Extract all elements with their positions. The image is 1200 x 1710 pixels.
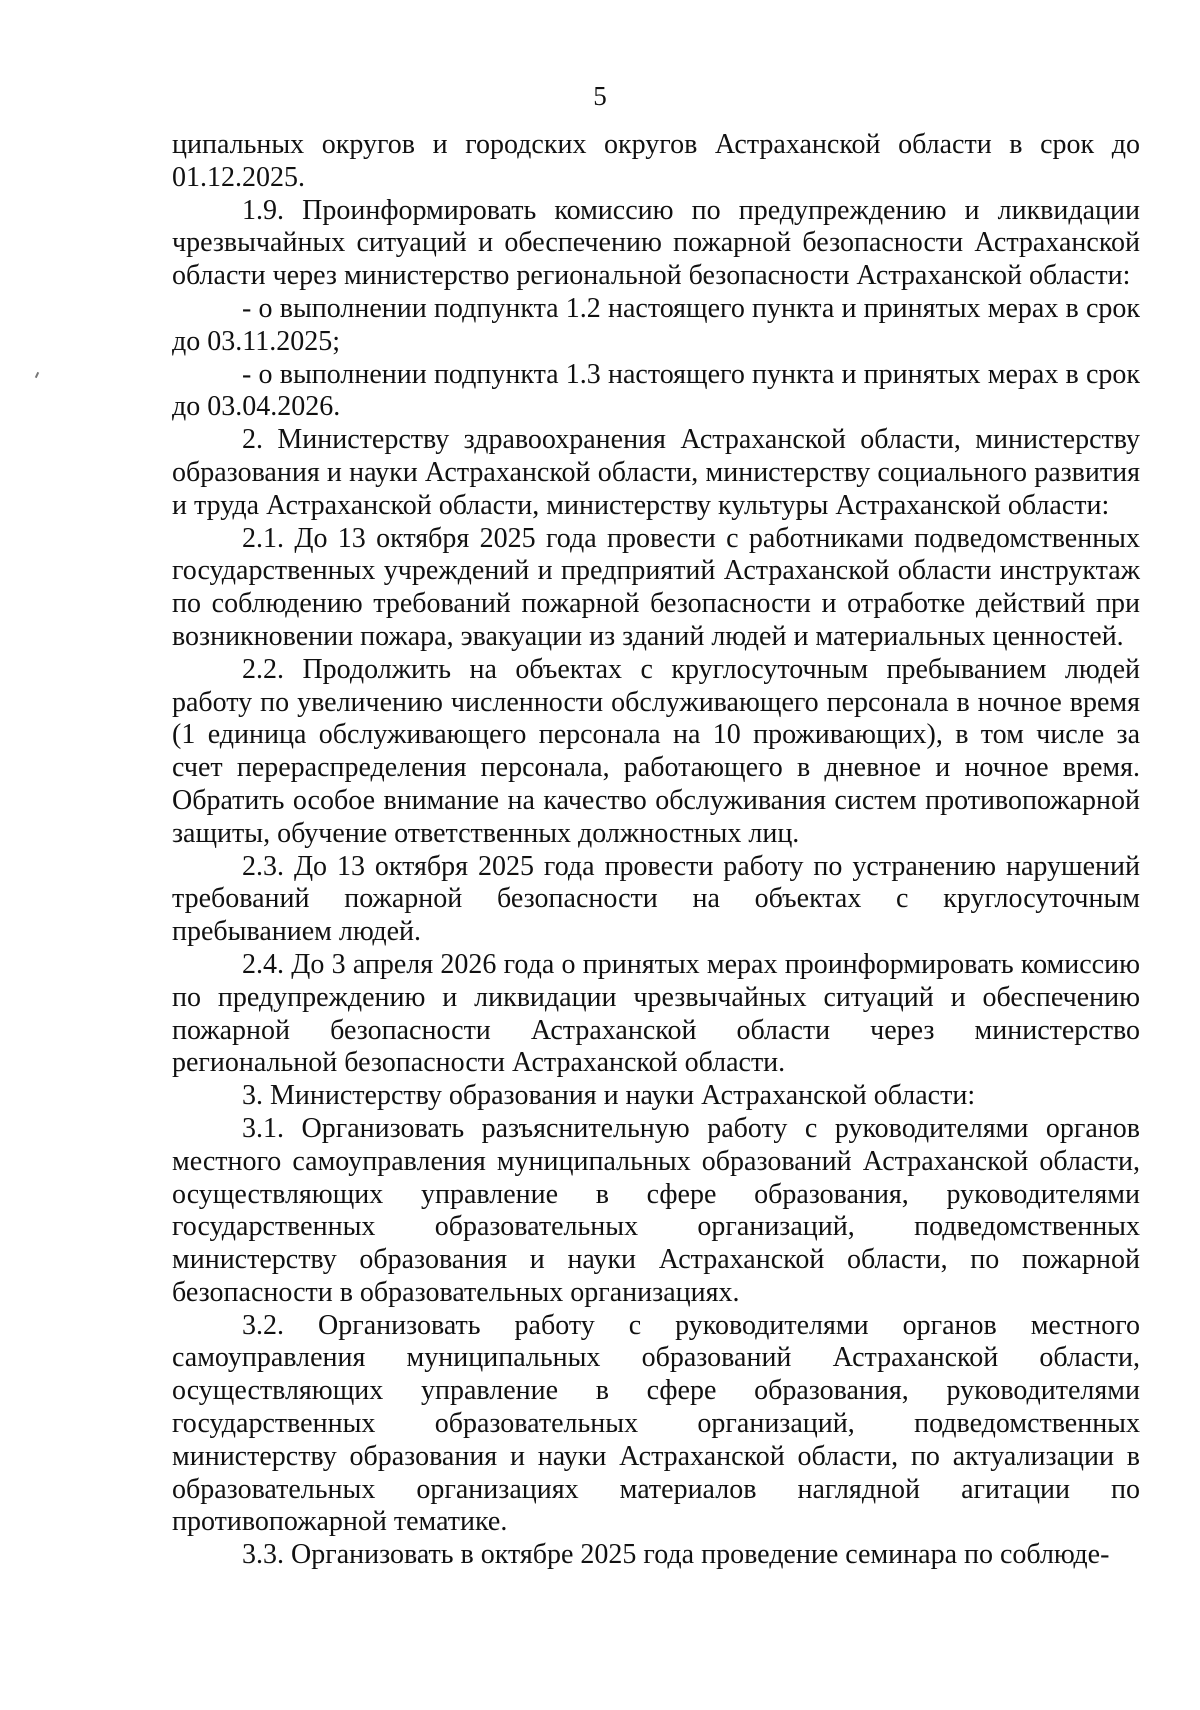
paragraph-2-4: 2.4. До 3 апреля 2026 года о принятых мерах проинформировать комиссию по предупреждению и ликвидации чрезвычайных ситуаций и обеспечению пожарной безопасности Астраханской области через министерство региональной безопасности Астраханской области. — [172, 948, 1140, 1079]
paragraph-2: 2. Министерству здравоохранения Астраханской области, министерству образования и науки Астраханской области, министерству социального развития и труда Астраханской области, министерству культуры Астраханской области: — [172, 424, 1140, 521]
paragraph-1-9: 1.9. Проинформировать комиссию по предупреждению и ликвидации чрезвычайных ситуаций и обеспечению пожарной безопасности Астраханской области через министерство региональной безопасности Астраханской области: — [172, 194, 1140, 292]
paragraph-3-1: 3.1. Организовать разъяснительную работу с руководителями органов местного самоуправления муниципальных образований Астраханской области, осуществляющих управление в сфере образования, руководителями государственных образовательных организаций, подведомственных министерству образования и науки Астраханской области, по пожарной безопасности в образовательных организациях. — [172, 1112, 1140, 1308]
paragraph-2-1: 2.1. До 13 октября 2025 года провести с работниками подведомственных государственных учреждений и предприятий Астраханской области инструктаж по соблюдению требований пожарной безопасности и отработке действий при возникновении пожара, эвакуации из зданий людей и материальных ценностей. — [172, 522, 1140, 652]
paragraph-3-3: 3.3. Организовать в октябре 2025 года проведение семинара по соблюде- — [242, 1539, 1110, 1571]
paragraph-1-9-item-a: - о выполнении подпункта 1.2 настоящего пункта и принятых мерах в срок до 03.11.2025; — [172, 292, 1140, 357]
paragraph-3: 3. Министерству образования и науки Астраханской области: — [242, 1080, 976, 1112]
scan-margin-mark — [35, 372, 39, 378]
paragraph-1-9-item-b: - о выполнении подпункта 1.3 настоящего пункта и принятых мерах в срок до 03.04.2026. — [172, 358, 1140, 423]
paragraph-continuation: ципальных округов и городских округов Астраханской области в срок до 01.12.2025. — [172, 129, 1140, 193]
paragraph-2-2: 2.2. Продолжить на объектах с круглосуточным пребыванием людей работу по увеличению численности обслуживающего персонала в ночное время (1 единица обслуживающего персонала на 10 проживающих), в том числе за счет перераспределения персонала, работающего в дневное и ночное время. Обратить особое внимание на качество обслуживания систем противопожарной защиты, обучение ответственных должностных лиц. — [172, 653, 1140, 849]
paragraph-2-3: 2.3. До 13 октября 2025 года провести работу по устранению нарушений требований пожарной безопасности на объектах с круглосуточным пребыванием людей. — [172, 850, 1140, 948]
paragraph-3-2: 3.2. Организовать работу с руководителями органов местного самоуправления муниципальных образований Астраханской области, осуществляющих управление в сфере образования, руководителями государственных образовательных организаций, подведомственных министерству образования и науки Астраханской области, по актуализации в образовательных организациях материалов наглядной агитации по противопожарной тематике. — [172, 1309, 1140, 1538]
page-number: 5 — [593, 81, 607, 111]
document-body — [172, 129, 1140, 1572]
